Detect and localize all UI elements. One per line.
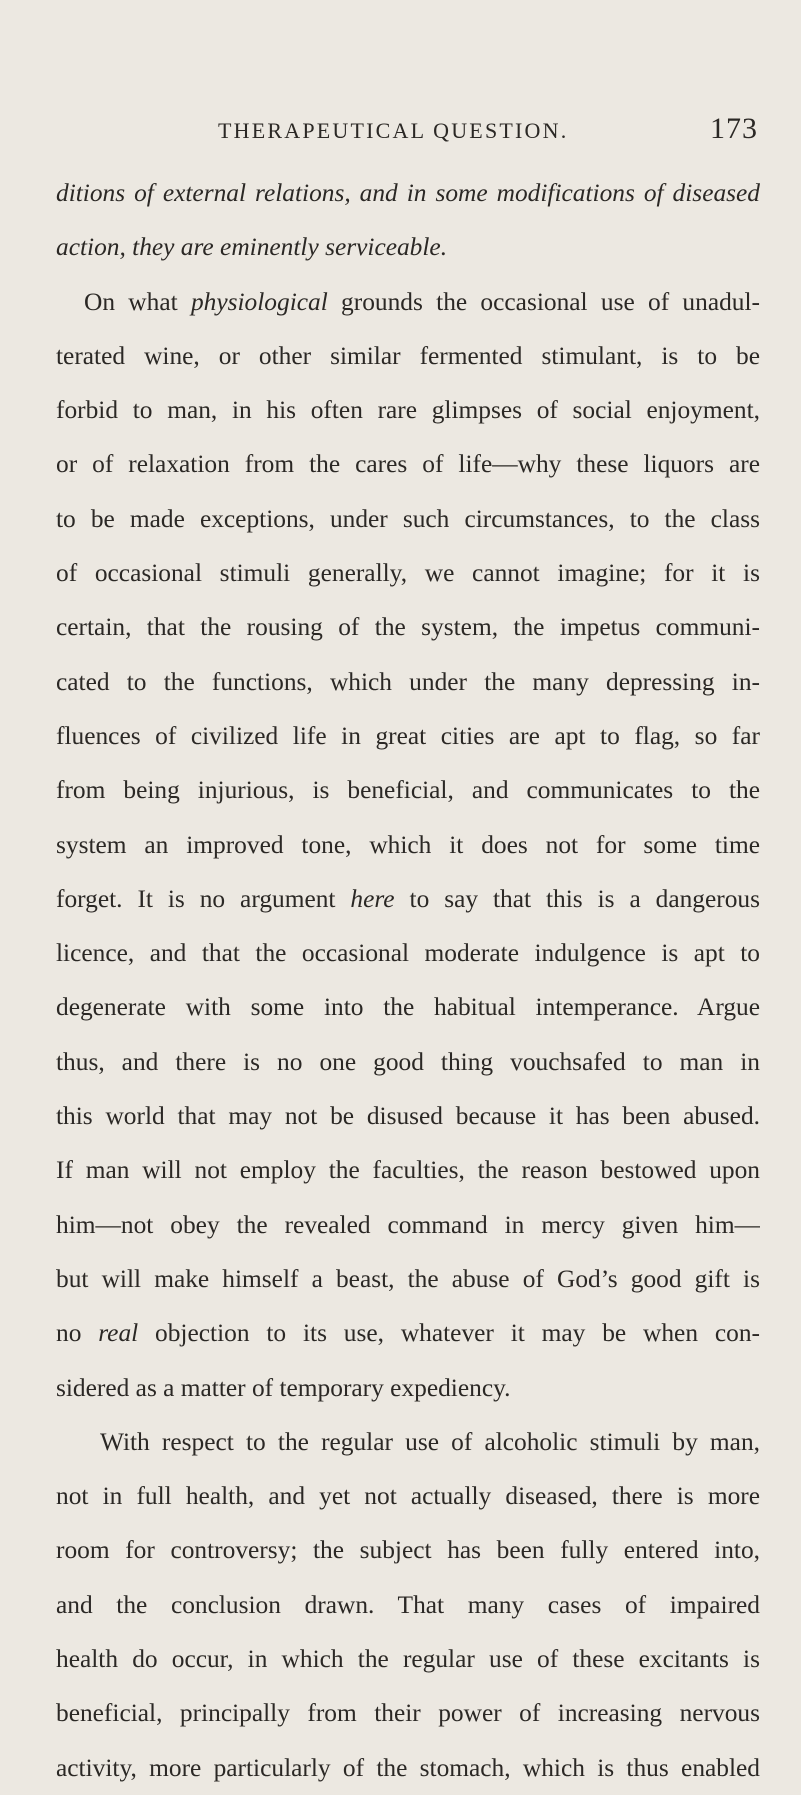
text-line-9: certain, that the rousing of the system, the impetus communi- (56, 613, 760, 642)
text-line-24: With respect to the regular use of alcoholic stimuli by man, (100, 1427, 760, 1456)
running-title: THERAPEUTICAL QUESTION. (218, 118, 569, 143)
text-line-18: this world that may not be disused because it has been abused. (56, 1102, 760, 1131)
text-line-14: forget. It is no argument here to say that this is a dangerous (56, 884, 760, 913)
text-line-16: degenerate with some into the habitual intemperance. Argue (56, 993, 760, 1022)
text-line-10: cated to the functions, which under the many depressing in- (56, 667, 760, 696)
text-line-28: health do occur, in which the regular use of these excitants is (56, 1645, 760, 1674)
text-line-17: thus, and there is no one good thing vouchsafed to man in (56, 1047, 760, 1076)
text-line-20: him—not obey the revealed command in mercy given him— (56, 1210, 760, 1239)
page-number: 173 (710, 112, 758, 145)
text-line-6: or of relaxation from the cares of life—why these liquors are (56, 450, 760, 479)
text-line-15: licence, and that the occasional moderate indulgence is apt to (56, 939, 760, 968)
body-text (56, 166, 760, 1795)
text-line-5: forbid to man, in his often rare glimpses of social enjoyment, (56, 396, 760, 425)
text-line-22: no real objection to its use, whatever it may be when con- (56, 1319, 760, 1348)
text-line-25: not in full health, and yet not actually diseased, there is more (56, 1482, 760, 1511)
text-line-11: fluences of civilized life in great cities are apt to flag, so far (56, 721, 760, 750)
text-line-7: to be made exceptions, under such circumstances, to the class (56, 504, 760, 533)
text-line-3: On what physiological grounds the occasional use of unadul- (84, 287, 760, 316)
text-line-29: beneficial, principally from their power of increasing nervous (56, 1699, 760, 1728)
text-line-19: If man will not employ the faculties, the reason bestowed upon (56, 1156, 760, 1185)
text-line-12: from being injurious, is beneficial, and communicates to the (56, 776, 760, 805)
text-line-2: action, they are eminently serviceable. (56, 233, 448, 262)
text-line-13: system an improved tone, which it does not for some time (56, 830, 760, 859)
text-line-23: sidered as a matter of temporary expediency. (56, 1373, 511, 1402)
text-line-1: ditions of external relations, and in some modifications of diseased (56, 179, 760, 207)
text-line-27: and the conclusion drawn. That many cases of impaired (56, 1590, 760, 1619)
text-line-30: activity, more particularly of the stomach, which is thus enabled (56, 1753, 760, 1782)
text-line-4: terated wine, or other similar fermented stimulant, is to be (56, 341, 760, 370)
text-line-21: but will make himself a beast, the abuse of God’s good gift is (56, 1264, 760, 1293)
running-head (218, 112, 758, 152)
text-line-26: room for controversy; the subject has been fully entered into, (56, 1536, 760, 1565)
text-line-8: of occasional stimuli generally, we cannot imagine; for it is (56, 559, 760, 588)
